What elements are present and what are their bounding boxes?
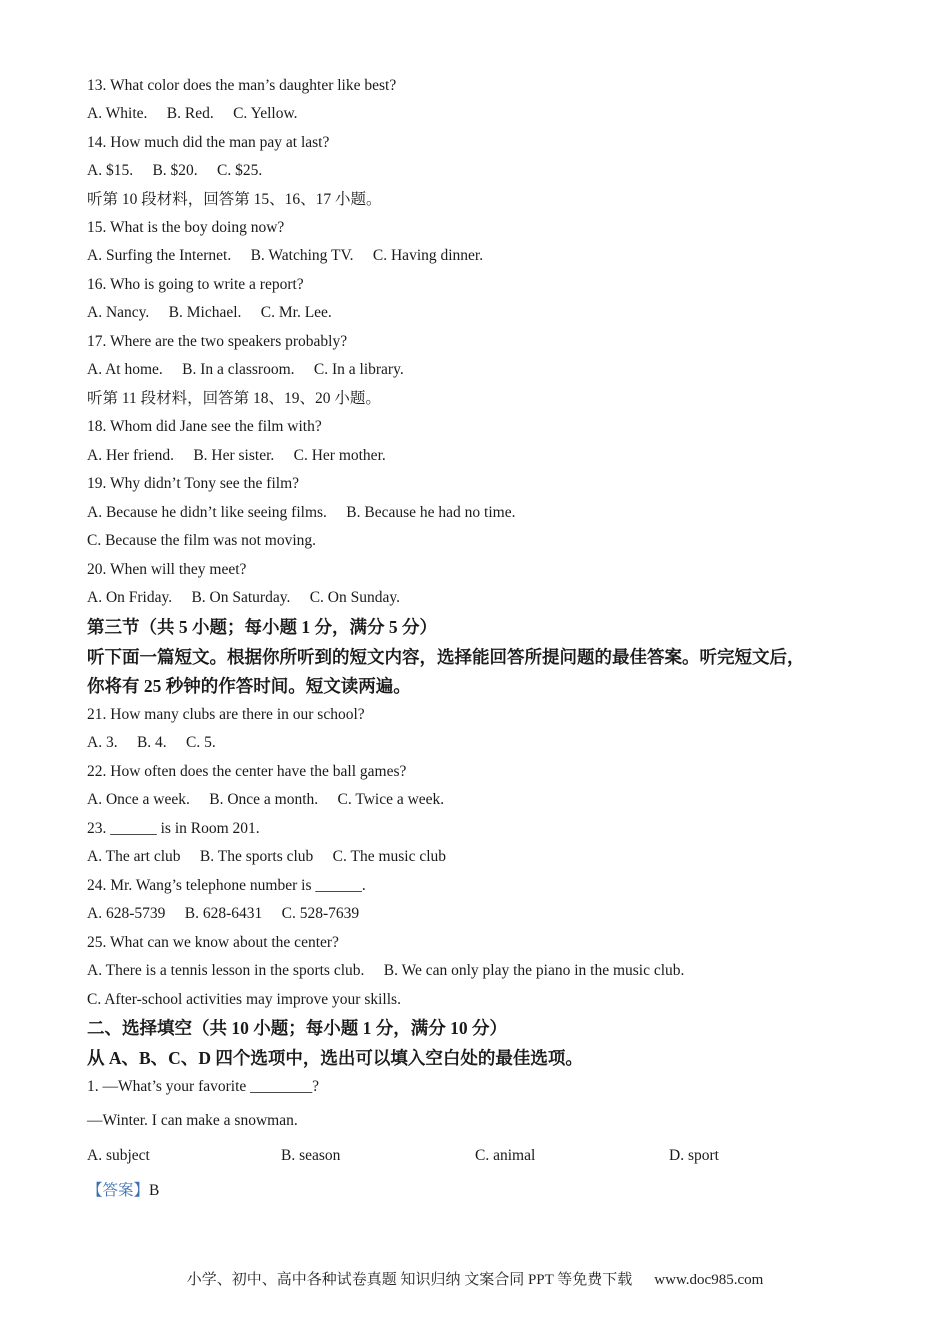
- section-3-instruction-1: 听下面一篇短文。根据你所听到的短文内容，选择能回答所提问题的最佳答案。听完短文后，: [87, 647, 805, 667]
- options-13: A. White. B. Red. C. Yellow.: [87, 105, 298, 122]
- answer-value: B: [149, 1182, 160, 1199]
- question-16: 16. Who is going to write a report?: [87, 276, 304, 293]
- choice-option-b: B. season: [281, 1147, 341, 1164]
- question-13: 13. What color does the man’s daughter like best?: [87, 77, 397, 94]
- choice-question-1: 1. —What’s your favorite ________?: [87, 1078, 320, 1095]
- options-15: A. Surfing the Internet. B. Watching TV. C. Having dinner.: [87, 247, 484, 264]
- part-2-instruction: 从 A、B、C、D 四个选项中，选出可以填入空白处的最佳选项。: [87, 1048, 583, 1068]
- page-footer: [0, 1270, 950, 1290]
- question-18: 18. Whom did Jane see the film with?: [87, 418, 322, 435]
- options-24: A. 628-5739 B. 628-6431 C. 528-7639: [87, 905, 360, 922]
- question-17: 17. Where are the two speakers probably?: [87, 333, 348, 350]
- question-21: 21. How many clubs are there in our school?: [87, 706, 365, 723]
- section-instruction-11: 听第 11 段材料，回答第 18、19、20 小题。: [87, 390, 381, 407]
- footer-text: 小学、初中、高中各种试卷真题 知识归纳 文案合同 PPT 等免费下载: [186, 1272, 633, 1288]
- question-25: 25. What can we know about the center?: [87, 934, 339, 951]
- answer-tag: 【答案】: [87, 1182, 150, 1199]
- choice-option-d: D. sport: [669, 1147, 719, 1164]
- options-17: A. At home. B. In a classroom. C. In a library.: [87, 361, 404, 378]
- choice-option-c: C. animal: [475, 1147, 536, 1164]
- question-15: 15. What is the boy doing now?: [87, 219, 285, 236]
- question-23: 23. ______ is in Room 201.: [87, 820, 260, 837]
- part-2-heading: 二、选择填空（共 10 小题；每小题 1 分，满分 10 分）: [87, 1018, 507, 1038]
- options-19-c: C. Because the film was not moving.: [87, 532, 317, 549]
- choice-option-a: A. subject: [87, 1147, 150, 1164]
- options-25-ab: A. There is a tennis lesson in the sports club. B. We can only play the piano in the music club.: [87, 962, 685, 979]
- question-14: 14. How much did the man pay at last?: [87, 134, 330, 151]
- answer-line: [87, 1181, 159, 1201]
- question-24: 24. Mr. Wang’s telephone number is ______.: [87, 877, 366, 894]
- options-20: A. On Friday. B. On Saturday. C. On Sunday.: [87, 589, 400, 606]
- options-19-ab: A. Because he didn’t like seeing films. B. Because he had no time.: [87, 504, 516, 521]
- section-3-heading: 第三节（共 5 小题；每小题 1 分，满分 5 分）: [87, 617, 437, 637]
- question-20: 20. When will they meet?: [87, 561, 247, 578]
- footer-site-link[interactable]: www.doc985.com: [654, 1272, 764, 1288]
- options-21: A. 3. B. 4. C. 5.: [87, 734, 216, 751]
- section-3-instruction-2: 你将有 25 秒钟的作答时间。短文读两遍。: [87, 676, 411, 696]
- choice-question-1-reply: —Winter. I can make a snowman.: [87, 1112, 298, 1129]
- options-23: A. The art club B. The sports club C. The music club: [87, 848, 447, 865]
- options-22: A. Once a week. B. Once a month. C. Twice a week.: [87, 791, 445, 808]
- options-14: A. $15. B. $20. C. $25.: [87, 162, 263, 179]
- options-18: A. Her friend. B. Her sister. C. Her mother.: [87, 447, 386, 464]
- question-22: 22. How often does the center have the ball games?: [87, 763, 407, 780]
- options-25-c: C. After-school activities may improve your skills.: [87, 991, 401, 1008]
- question-19: 19. Why didn’t Tony see the film?: [87, 475, 300, 492]
- section-instruction-10: 听第 10 段材料，回答第 15、16、17 小题。: [87, 191, 382, 208]
- options-16: A. Nancy. B. Michael. C. Mr. Lee.: [87, 304, 332, 321]
